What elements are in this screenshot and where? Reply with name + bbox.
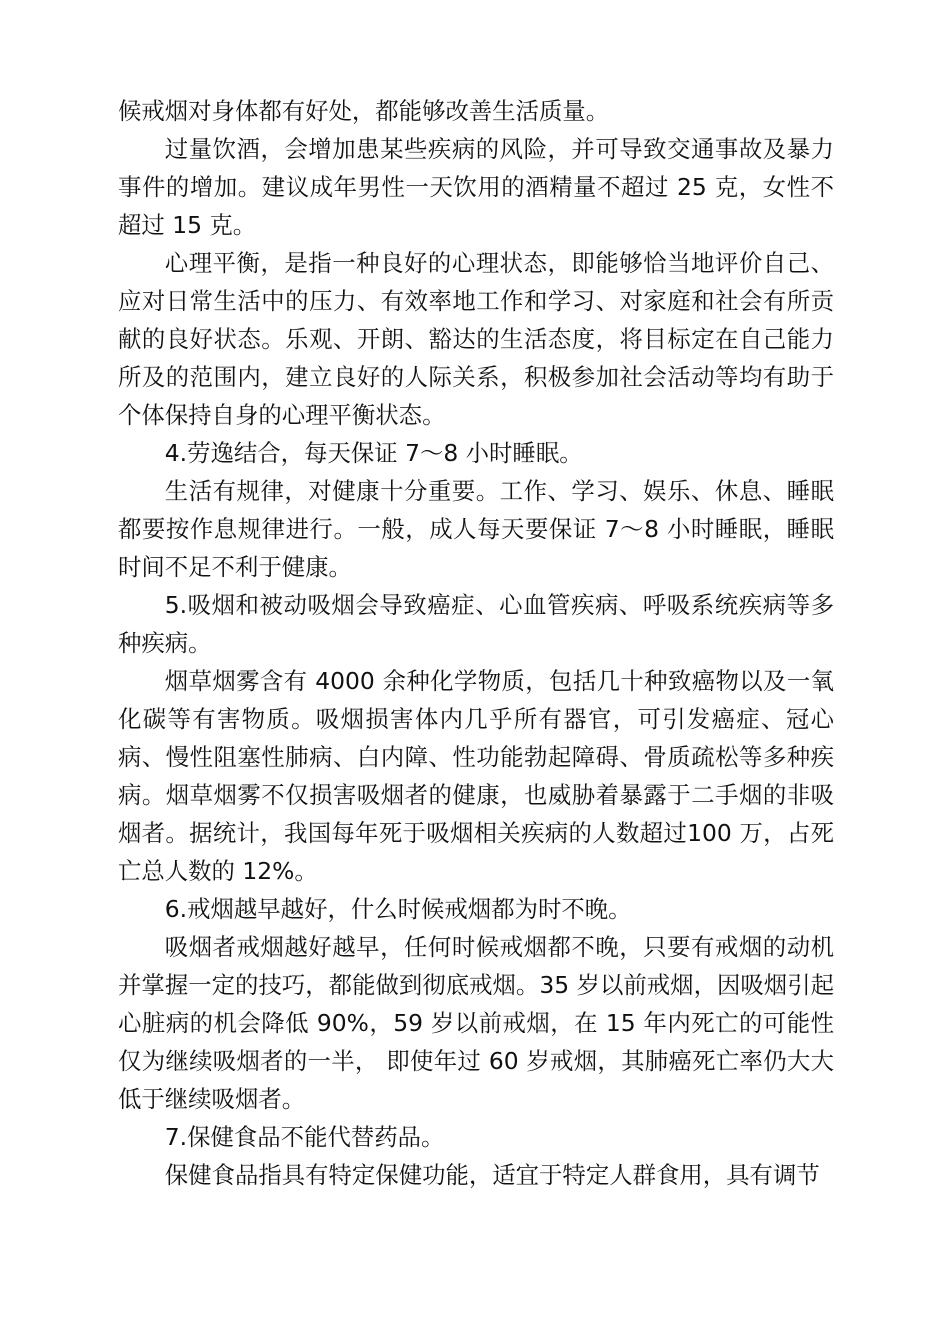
paragraph-smoking-benefit-tail: 候戒烟对身体都有好处，都能够改善生活质量。 <box>118 97 610 125</box>
heading-item-4: 4.劳逸结合，每天保证 7～8 小时睡眠。 <box>164 439 583 467</box>
paragraph-health-food: 保健食品指具有特定保健功能，适宜于特定人群食用，具有调节 <box>164 1161 820 1189</box>
paragraph-sleep: 生活有规律，对健康十分重要。工作、学习、娱乐、休息、睡眠都要按作息规律进行。一般，成人每天要保证 7～8 小时睡眠，睡眠时间不足不利于健康。 <box>118 477 834 581</box>
paragraph-alcohol: 过量饮酒，会增加患某些疾病的风险，并可导致交通事故及暴力事件的增加。建议成年男性一天饮用的酒精量不超过 25 克，女性不超过 15 克。 <box>118 135 834 239</box>
paragraph-quit-smoking: 吸烟者戒烟越好越早，任何时候戒烟都不晚，只要有戒烟的动机并掌握一定的技巧，都能做到彻底戒烟。35 岁以前戒烟，因吸烟引起心脏病的机会降低 90%，59 岁以前戒烟，在 15 年内死亡的可能性仅为继续吸烟者的一半， 即使年过 60 岁戒烟，其肺癌死亡率仍大大低于继续吸烟者。 <box>118 933 834 1113</box>
paragraph-mental-balance: 心理平衡，是指一种良好的心理状态，即能够恰当地评价自己、应对日常生活中的压力、有效率地工作和学习、对家庭和社会有所贡献的良好状态。乐观、开朗、豁达的生活态度，将目标定在自己能力所及的范围内，建立良好的人际关系，积极参加社会活动等均有助于个体保持自身的心理平衡状态。 <box>118 249 834 429</box>
heading-item-5: 5.吸烟和被动吸烟会导致癌症、心血管疾病、呼吸系统疾病等多种疾病。 <box>118 591 834 657</box>
paragraph-tobacco-smoke: 烟草烟雾含有 4000 余种化学物质，包括几十种致癌物以及一氧化碳等有害物质。吸烟损害体内几乎所有器官，可引发癌症、冠心病、慢性阻塞性肺病、白内障、性功能勃起障碍、骨质疏松等多种疾病。烟草烟雾不仅损害吸烟者的健康，也威胁着暴露于二手烟的非吸烟者。据统计，我国每年死于吸烟相关疾病的人数超过100 万，占死亡总人数的 12%。 <box>118 667 835 885</box>
document-body <box>118 92 834 1194</box>
heading-item-7: 7.保健食品不能代替药品。 <box>164 1123 445 1151</box>
heading-item-6: 6.戒烟越早越好，什么时候戒烟都为时不晚。 <box>164 895 632 923</box>
